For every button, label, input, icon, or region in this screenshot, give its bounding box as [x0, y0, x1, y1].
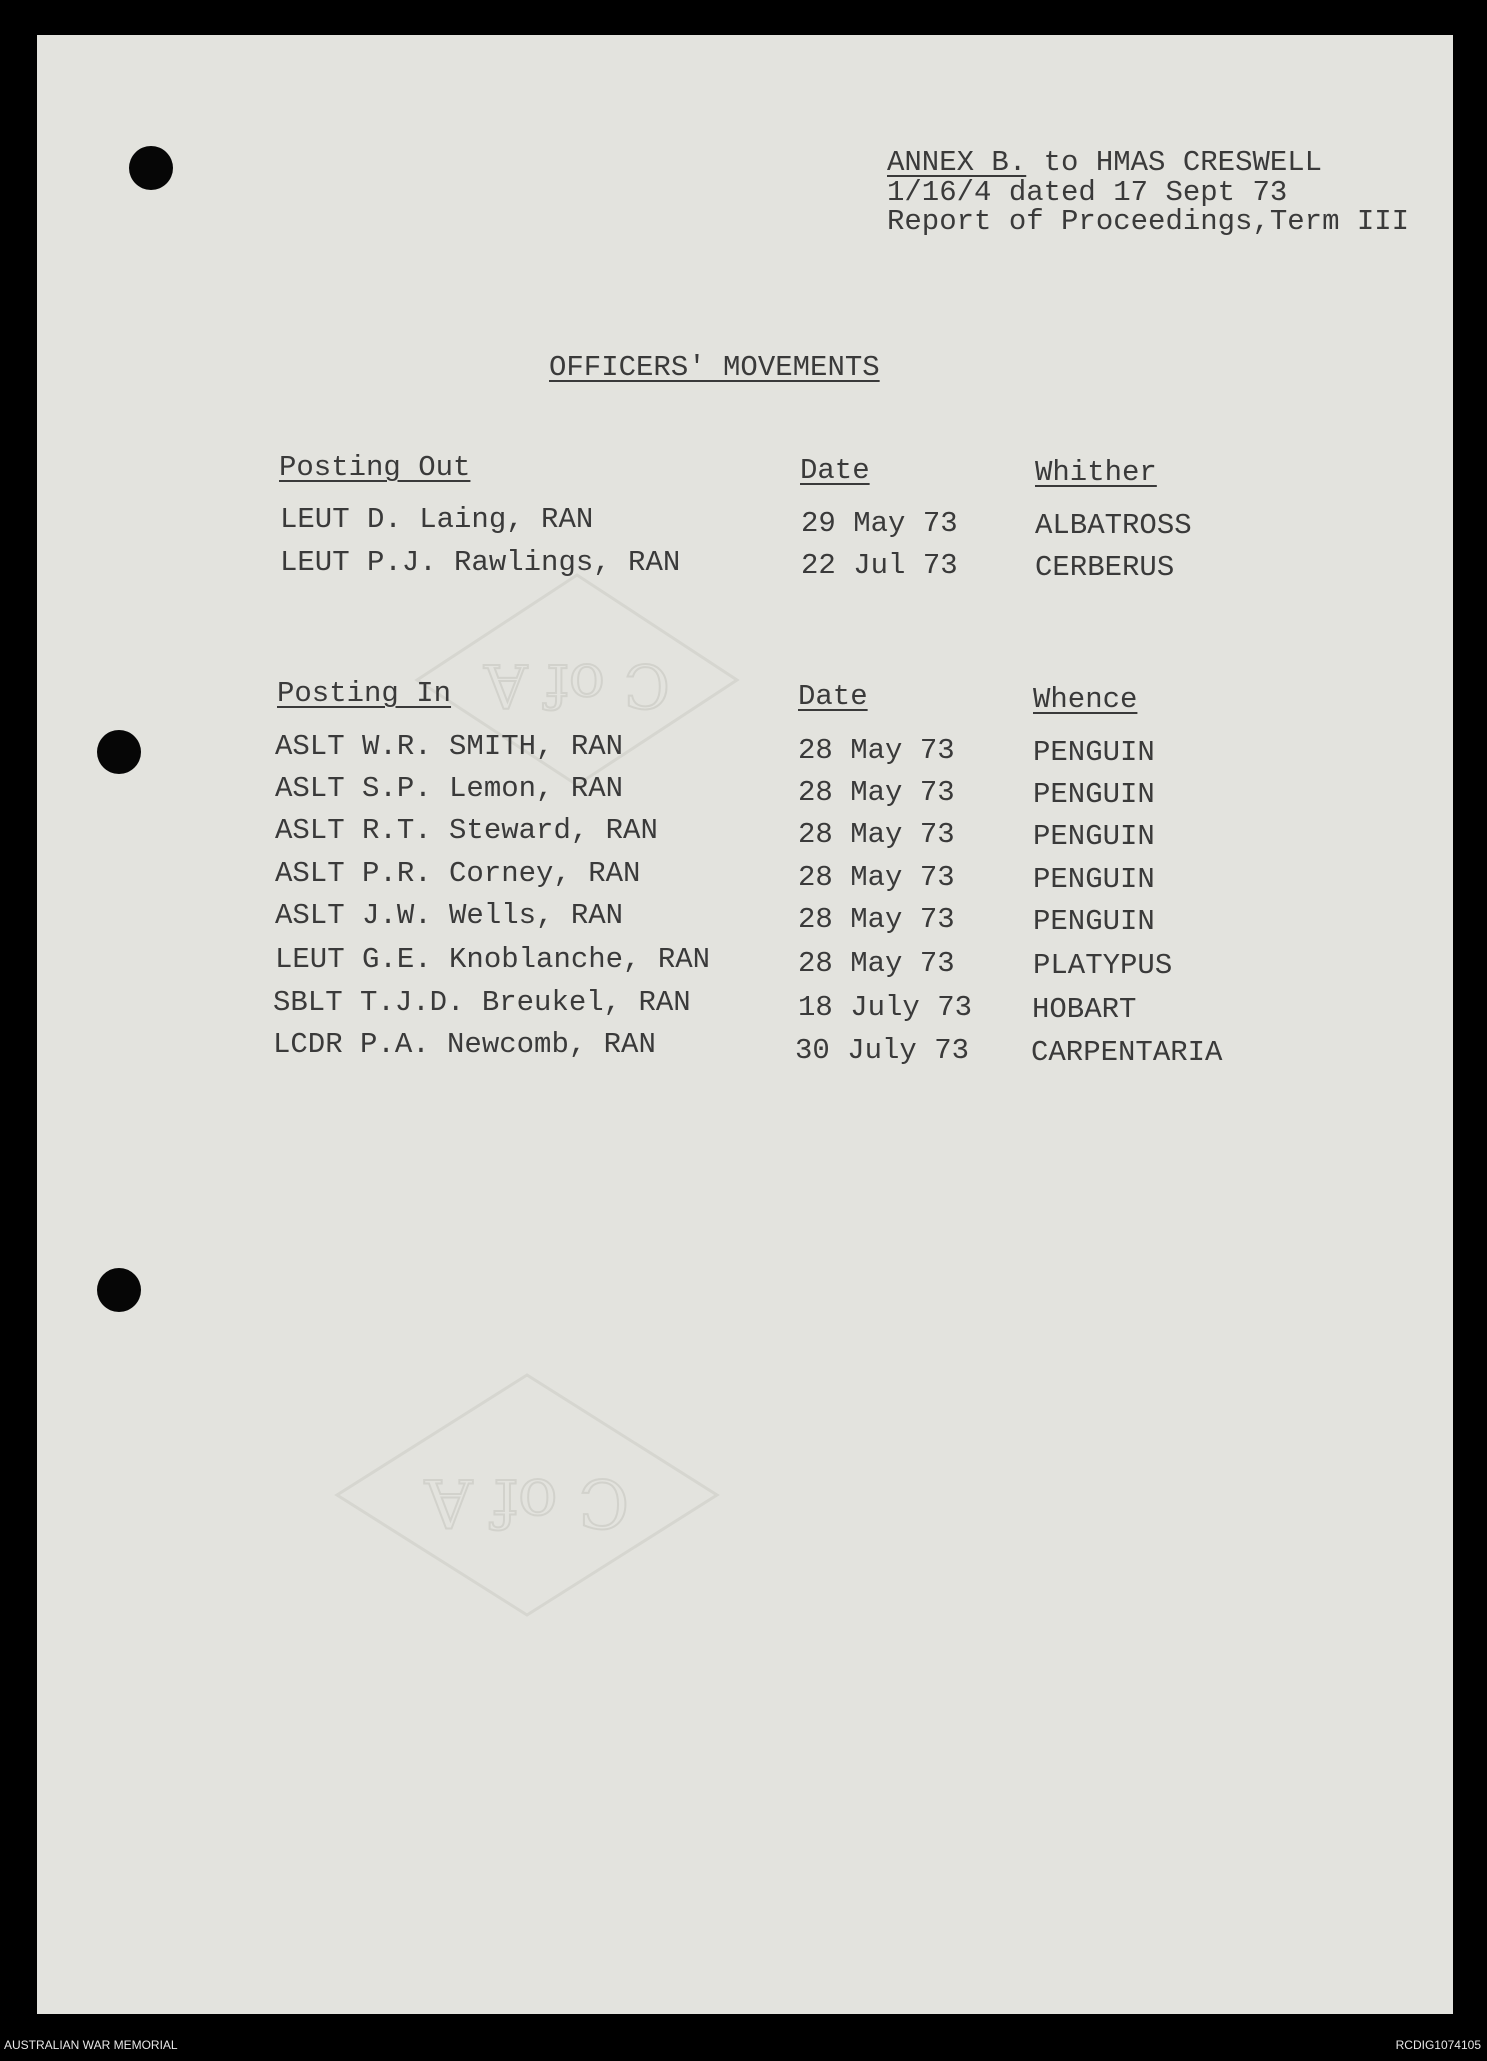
- whither-header: Whither: [1035, 456, 1157, 489]
- document-page: [37, 35, 1453, 2014]
- table-row-origin: PENGUIN: [1033, 736, 1155, 769]
- table-row-name: ASLT R.T. Steward, RAN: [275, 814, 658, 847]
- table-row-name: LEUT G.E. Knoblanche, RAN: [275, 943, 711, 976]
- table-row-origin: PENGUIN: [1033, 778, 1155, 811]
- table-row-origin: PENGUIN: [1033, 863, 1155, 896]
- table-row-origin: HOBART: [1032, 993, 1137, 1026]
- table-row-name: LEUT D. Laing, RAN: [280, 503, 594, 536]
- table-row-name: ASLT J.W. Wells, RAN: [275, 899, 624, 932]
- annex-reference: [887, 148, 1322, 177]
- page-title: OFFICERS' MOVEMENTS: [549, 351, 880, 384]
- seal-text: C of A: [484, 650, 670, 720]
- footer-identifier: RCDIG1074105: [1395, 2038, 1481, 2052]
- embossed-seal-lower: [317, 1365, 737, 1625]
- seal-text: C of A: [424, 1464, 630, 1541]
- table-row-origin: CARPENTARIA: [1031, 1036, 1223, 1069]
- table-row-origin: PENGUIN: [1033, 820, 1155, 853]
- annex-rest: to HMAS CRESWELL: [1026, 146, 1323, 179]
- report-title: Report of Proceedings,Term III: [887, 205, 1410, 238]
- table-row-name: LCDR P.A. Newcomb, RAN: [273, 1028, 656, 1061]
- table-row-name: LEUT P.J. Rawlings, RAN: [280, 546, 681, 579]
- table-row-origin: PLATYPUS: [1033, 949, 1173, 982]
- table-row-date: 18 July 73: [798, 991, 973, 1024]
- posting-in-header: Posting In: [277, 677, 452, 710]
- table-row-date: 28 May 73: [798, 947, 955, 980]
- table-row-destination: CERBERUS: [1035, 551, 1175, 584]
- posting-out-header: Posting Out: [279, 451, 471, 484]
- table-row-destination: ALBATROSS: [1035, 509, 1192, 542]
- posting-out-date-header: Date: [800, 454, 870, 487]
- table-row-date: 29 May 73: [801, 507, 958, 540]
- table-row-name: SBLT T.J.D. Breukel, RAN: [273, 986, 691, 1019]
- posting-in-date-header: Date: [798, 680, 868, 713]
- table-row-date: 22 Jul 73: [801, 549, 958, 582]
- table-row-date: 28 May 73: [798, 861, 955, 894]
- annex-label: ANNEX B.: [887, 146, 1027, 179]
- table-row-name: ASLT W.R. SMITH, RAN: [275, 730, 624, 763]
- table-row-name: ASLT S.P. Lemon, RAN: [275, 772, 624, 805]
- punch-hole-middle: [97, 730, 141, 774]
- table-row-date: 30 July 73: [795, 1034, 970, 1067]
- table-row-name: ASLT P.R. Corney, RAN: [275, 857, 641, 890]
- table-row-origin: PENGUIN: [1033, 905, 1155, 938]
- punch-hole-top: [129, 146, 173, 190]
- table-row-date: 28 May 73: [798, 776, 955, 809]
- table-row-date: 28 May 73: [798, 734, 955, 767]
- file-reference: 1/16/4 dated 17 Sept 73: [887, 176, 1288, 209]
- table-row-date: 28 May 73: [798, 903, 955, 936]
- whence-header: Whence: [1033, 683, 1138, 716]
- punch-hole-bottom: [97, 1268, 141, 1312]
- footer-institution: AUSTRALIAN WAR MEMORIAL: [4, 2038, 178, 2052]
- table-row-date: 28 May 73: [798, 818, 955, 851]
